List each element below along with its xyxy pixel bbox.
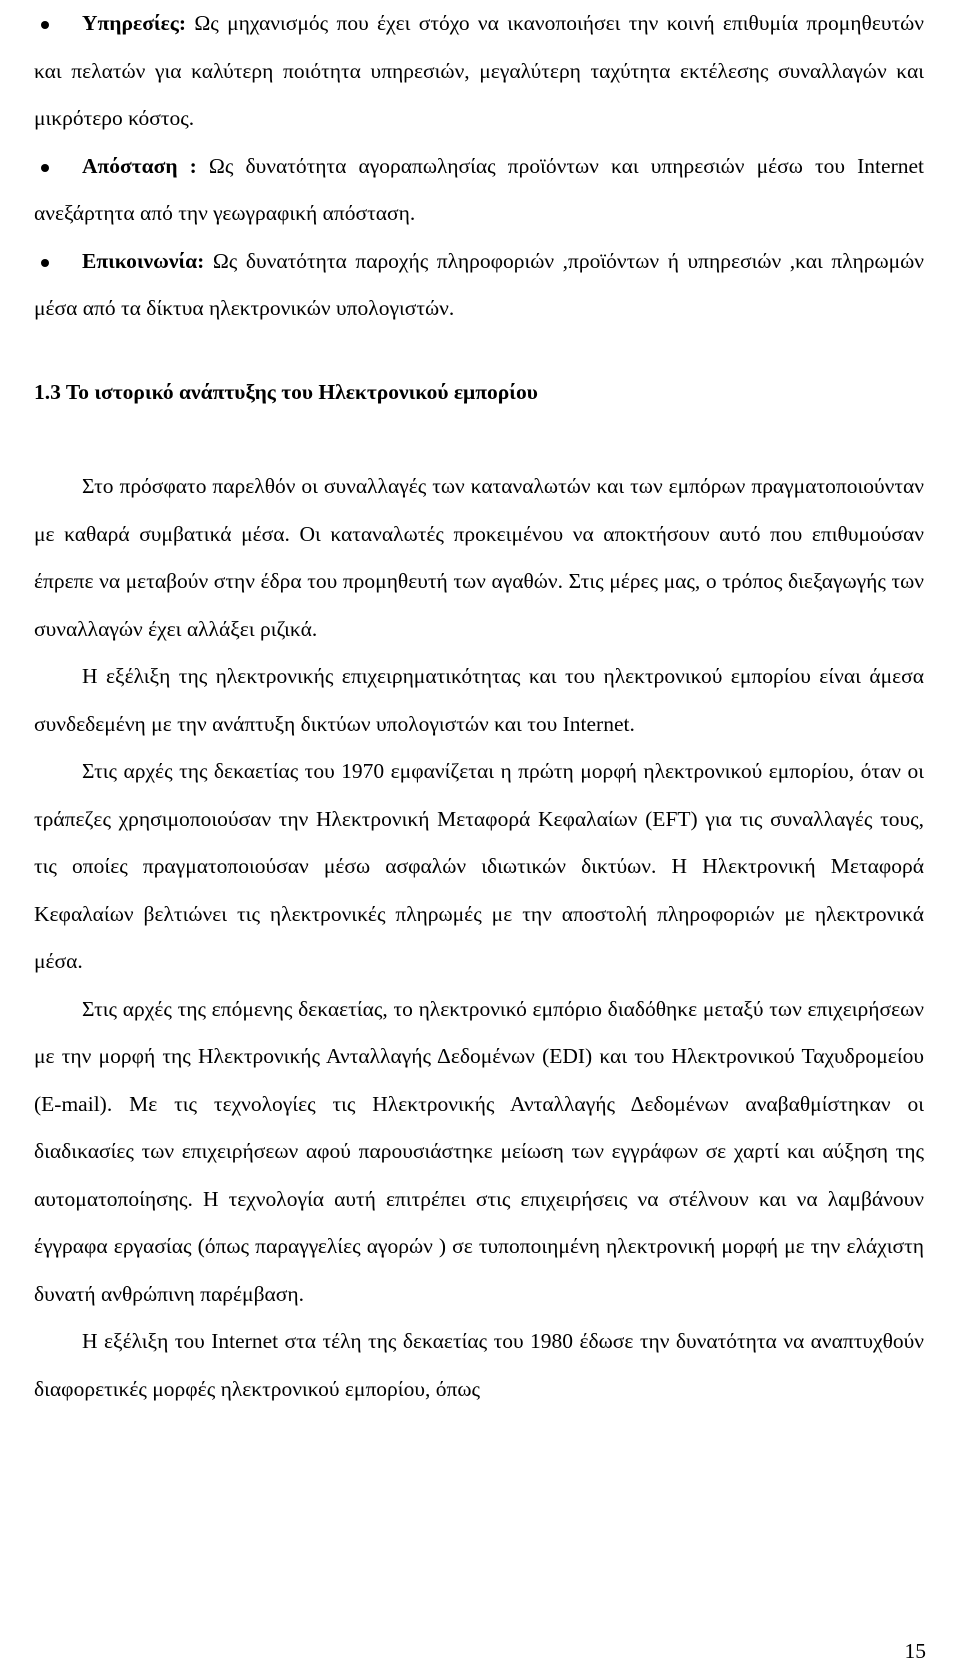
page-number: 15 — [904, 1639, 926, 1663]
bullet-text: Ως δυνατότητα αγοραπωλησίας προϊόντων και υπηρεσιών μέσω του Internet ανεξάρτητα από την γεωγραφική απόσταση. — [34, 153, 924, 225]
paragraph: Στις αρχές της επόμενης δεκαετίας, το ηλεκτρονικό εμπόριο διαδόθηκε μεταξύ των επιχειρήσεων με την μορφή της Ηλεκτρονικής Ανταλλαγής Δεδομένων (EDI) και του Ηλεκτρονικού Ταχυδρομείου (E-mail). Με τις τεχνολογίες τις Ηλεκτρονικής Ανταλλαγής Δεδομένων αναβαθμίστηκαν οι διαδικασίες των επιχειρήσεων αφού παρουσιάστηκε μείωση των εγγράφων σε χαρτί και αύξηση της αυτοματοποίησης. Η τεχνολογία αυτή επιτρέπει στις επιχειρήσεις να στέλνουν και να λαμβάνουν έγγραφα εργασίας (όπως παραγγελίες αγορών ) σε τυποποιημένη ηλεκτρονική μορφή με την ελάχιστη δυνατή ανθρώπινη παρέμβαση. — [34, 996, 924, 1306]
bullet-item — [34, 238, 924, 333]
bullet-text: Ως δυνατότητα παροχής πληροφοριών ,προϊόντων ή υπηρεσιών ,και πληρωμών μέσα από τα δίκτυα ηλεκτρονικών υπολογιστών. — [34, 248, 924, 320]
bullet-dot-icon — [41, 21, 49, 29]
bullet-dot-icon — [41, 164, 49, 172]
bullet-term: Επικοινωνία: — [82, 248, 205, 273]
page-content — [34, 0, 924, 1413]
bullet-item — [34, 143, 924, 238]
bullet-term: Υπηρεσίες: — [82, 11, 186, 35]
paragraph: Η εξέλιξη της ηλεκτρονικής επιχειρηματικότητας και του ηλεκτρονικού εμπορίου είναι άμεσα συνδεδεμένη με την ανάπτυξη δικτύων υπολογιστών και του Internet. — [34, 664, 924, 736]
bullet-text: Ως μηχανισμός που έχει στόχο να ικανοποιήσει την κοινή επιθυμία προμηθευτών και πελατών για καλύτερη ποιότητα υπηρεσιών, μεγαλύτερη ταχύτητα εκτέλεσης συναλλαγών και μικρότερο κόστος. — [34, 11, 924, 130]
bullet-term: Απόσταση : — [82, 153, 197, 178]
paragraph: Στο πρόσφατο παρελθόν οι συναλλαγές των καταναλωτών και των εμπόρων πραγματοποιούνταν με καθαρά συμβατικά μέσα. Οι καταναλωτές προκειμένου να αποκτήσουν αυτό που επιθυμούσαν έπρεπε να μεταβούν στην έδρα του προμηθευτή των αγαθών. Στις μέρες μας, ο τρόπος διεξαγωγής των συναλλαγών έχει αλλάξει ριζικά. — [34, 474, 924, 641]
bullet-dot-icon — [41, 259, 49, 267]
bullet-item — [34, 0, 924, 143]
bullet-list — [34, 0, 924, 333]
section-heading: 1.3 Το ιστορικό ανάπτυξης του Ηλεκτρονικού εμπορίου — [34, 379, 538, 404]
heading-spacer — [34, 416, 924, 463]
paragraph: Η εξέλιξη του Internet στα τέλη της δεκαετίας του 1980 έδωσε την δυνατότητα να αναπτυχθούν διαφορετικές μορφές ηλεκτρονικού εμπορίου, όπως — [34, 1329, 924, 1401]
paragraph: Στις αρχές της δεκαετίας του 1970 εμφανίζεται η πρώτη μορφή ηλεκτρονικού εμπορίου, όταν οι τράπεζες χρησιμοποιούσαν την Ηλεκτρονική Μεταφορά Κεφαλαίων (EFT) για τις συναλλαγές τους, τις οποίες πραγματοποιούσαν μέσω ασφαλών ιδιωτικών δικτύων. Η Ηλεκτρονική Μεταφορά Κεφαλαίων βελτιώνει τις ηλεκτρονικές πληρωμές με την αποστολή πληροφοριών με ηλεκτρονικά μέσα. — [34, 759, 924, 973]
